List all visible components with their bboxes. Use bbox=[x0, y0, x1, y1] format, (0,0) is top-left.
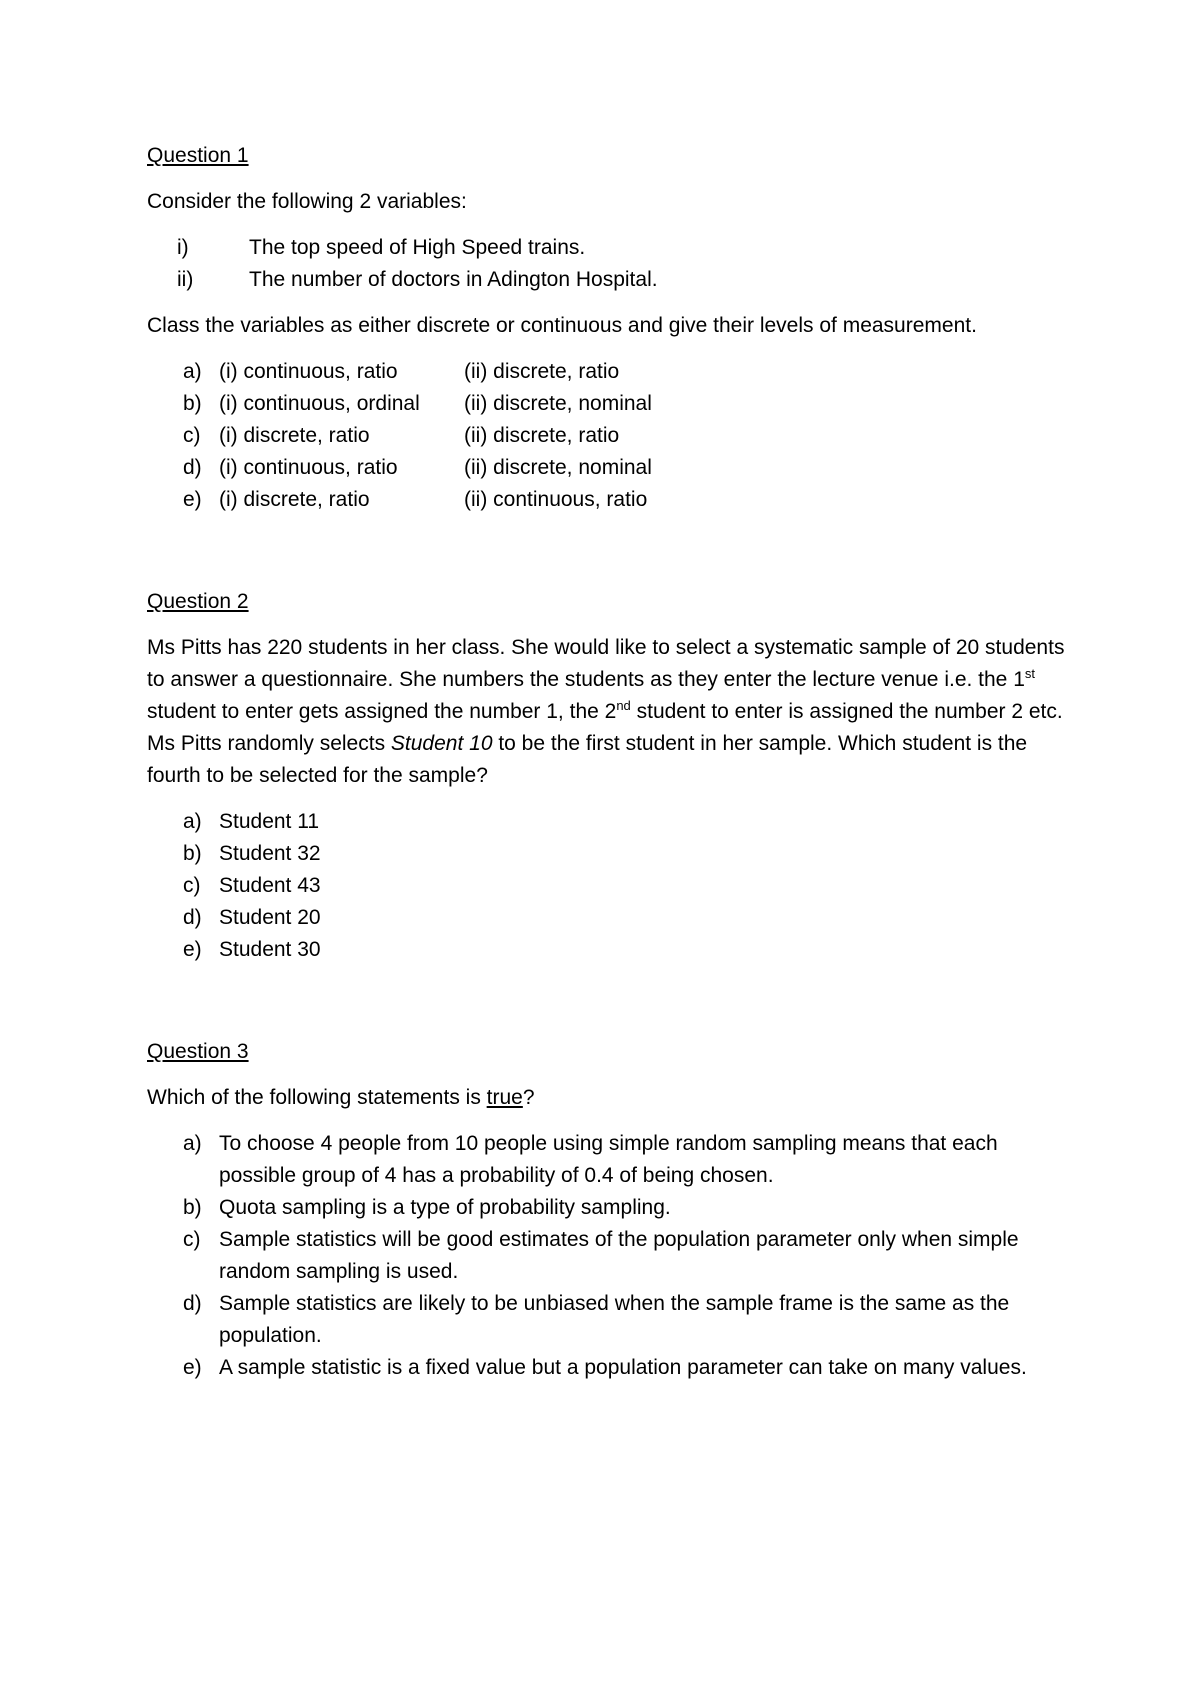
question-2-text-part: student to enter is assigned the number 2 etc. Ms Pitts randomly selects bbox=[147, 700, 1063, 755]
question-2-title: Question 2 bbox=[147, 590, 249, 613]
option-item bbox=[147, 838, 1067, 870]
question-3 bbox=[147, 1036, 1067, 1384]
option-letter: e) bbox=[183, 938, 202, 961]
variable-text: The number of doctors in Adington Hospital. bbox=[249, 268, 658, 291]
option-letter: a) bbox=[183, 1132, 202, 1155]
option-letter: a) bbox=[183, 360, 202, 383]
option-item bbox=[147, 934, 1067, 966]
option-letter: b) bbox=[183, 392, 202, 415]
italic-student-name: Student 10 bbox=[390, 732, 493, 755]
variables-list bbox=[147, 232, 1067, 296]
option-first-variable: (i) continuous, ordinal bbox=[219, 392, 420, 415]
question-2-text-part: to be the first student in her sample. Which student is the fourth to be selected for the sample? bbox=[147, 732, 1028, 787]
option-item bbox=[147, 1128, 1067, 1192]
variable-item bbox=[147, 264, 1067, 296]
option-letter: c) bbox=[183, 1228, 201, 1251]
option-text: Sample statistics will be good estimates of the population parameter only when simple random sampling is used. bbox=[219, 1228, 1019, 1283]
question-3-prompt bbox=[147, 1082, 1067, 1114]
option-item bbox=[147, 420, 1067, 452]
variable-item bbox=[147, 232, 1067, 264]
option-letter: b) bbox=[183, 842, 202, 865]
option-second-variable: (ii) discrete, nominal bbox=[464, 456, 652, 479]
option-second-variable: (ii) discrete, ratio bbox=[464, 360, 620, 383]
option-first-variable: (i) discrete, ratio bbox=[219, 424, 370, 447]
question-1-intro: Consider the following 2 variables: bbox=[147, 190, 467, 213]
option-text: Student 20 bbox=[219, 906, 321, 929]
question-1-instruction: Class the variables as either discrete or continuous and give their levels of measurement. bbox=[147, 314, 977, 337]
question-1-title: Question 1 bbox=[147, 144, 249, 167]
option-text: Student 32 bbox=[219, 842, 321, 865]
document-page bbox=[147, 140, 1067, 1384]
option-item bbox=[147, 1192, 1067, 1224]
option-item bbox=[147, 356, 1067, 388]
question-2 bbox=[147, 586, 1067, 966]
option-item bbox=[147, 806, 1067, 838]
question-3-prompt-part: Which of the following statements is bbox=[147, 1086, 487, 1109]
option-letter: d) bbox=[183, 906, 202, 929]
option-text: Quota sampling is a type of probability sampling. bbox=[219, 1196, 671, 1219]
option-text: A sample statistic is a fixed value but a population parameter can take on many values. bbox=[219, 1356, 1027, 1379]
option-second-variable: (ii) continuous, ratio bbox=[464, 488, 648, 511]
option-letter: e) bbox=[183, 488, 202, 511]
option-letter: d) bbox=[183, 1292, 202, 1315]
question-3-prompt-part: ? bbox=[522, 1086, 535, 1109]
question-1-options bbox=[147, 356, 1067, 516]
option-second-variable: (ii) discrete, nominal bbox=[464, 392, 652, 415]
option-first-variable: (i) discrete, ratio bbox=[219, 488, 370, 511]
option-letter: e) bbox=[183, 1356, 202, 1379]
question-2-body bbox=[147, 632, 1067, 792]
option-item bbox=[147, 1288, 1067, 1352]
option-item bbox=[147, 1224, 1067, 1288]
option-item bbox=[147, 452, 1067, 484]
option-text: Student 30 bbox=[219, 938, 321, 961]
option-first-variable: (i) continuous, ratio bbox=[219, 456, 398, 479]
question-3-title: Question 3 bbox=[147, 1040, 249, 1063]
variable-text: The top speed of High Speed trains. bbox=[249, 236, 586, 259]
variable-number: i) bbox=[177, 236, 189, 259]
option-item bbox=[147, 388, 1067, 420]
option-text: Sample statistics are likely to be unbiased when the sample frame is the same as the population. bbox=[219, 1292, 1010, 1347]
option-second-variable: (ii) discrete, ratio bbox=[464, 424, 620, 447]
question-3-options bbox=[147, 1128, 1067, 1384]
option-item bbox=[147, 1352, 1067, 1384]
underlined-word: true bbox=[486, 1086, 523, 1109]
question-1 bbox=[147, 140, 1067, 516]
option-letter: b) bbox=[183, 1196, 202, 1219]
option-item bbox=[147, 870, 1067, 902]
ordinal-suffix: nd bbox=[616, 698, 631, 713]
option-text: Student 11 bbox=[219, 810, 320, 833]
variable-number: ii) bbox=[177, 268, 194, 291]
question-2-text-part: Ms Pitts has 220 students in her class. She would like to select a systematic sample of 20 students to answer a questionnaire. She numbers the students as they enter the lecture venue i.e. the 1 bbox=[147, 636, 1065, 691]
option-letter: d) bbox=[183, 456, 202, 479]
option-item bbox=[147, 484, 1067, 516]
option-letter: c) bbox=[183, 424, 201, 447]
option-item bbox=[147, 902, 1067, 934]
option-letter: c) bbox=[183, 874, 201, 897]
option-letter: a) bbox=[183, 810, 202, 833]
question-2-options bbox=[147, 806, 1067, 966]
option-first-variable: (i) continuous, ratio bbox=[219, 360, 398, 383]
ordinal-suffix: st bbox=[1024, 666, 1036, 681]
option-text: Student 43 bbox=[219, 874, 321, 897]
option-text: To choose 4 people from 10 people using simple random sampling means that each possible group of 4 has a probability of 0.4 of being chosen. bbox=[219, 1132, 998, 1187]
question-2-text-part: student to enter gets assigned the number 1, the 2 bbox=[147, 700, 617, 723]
